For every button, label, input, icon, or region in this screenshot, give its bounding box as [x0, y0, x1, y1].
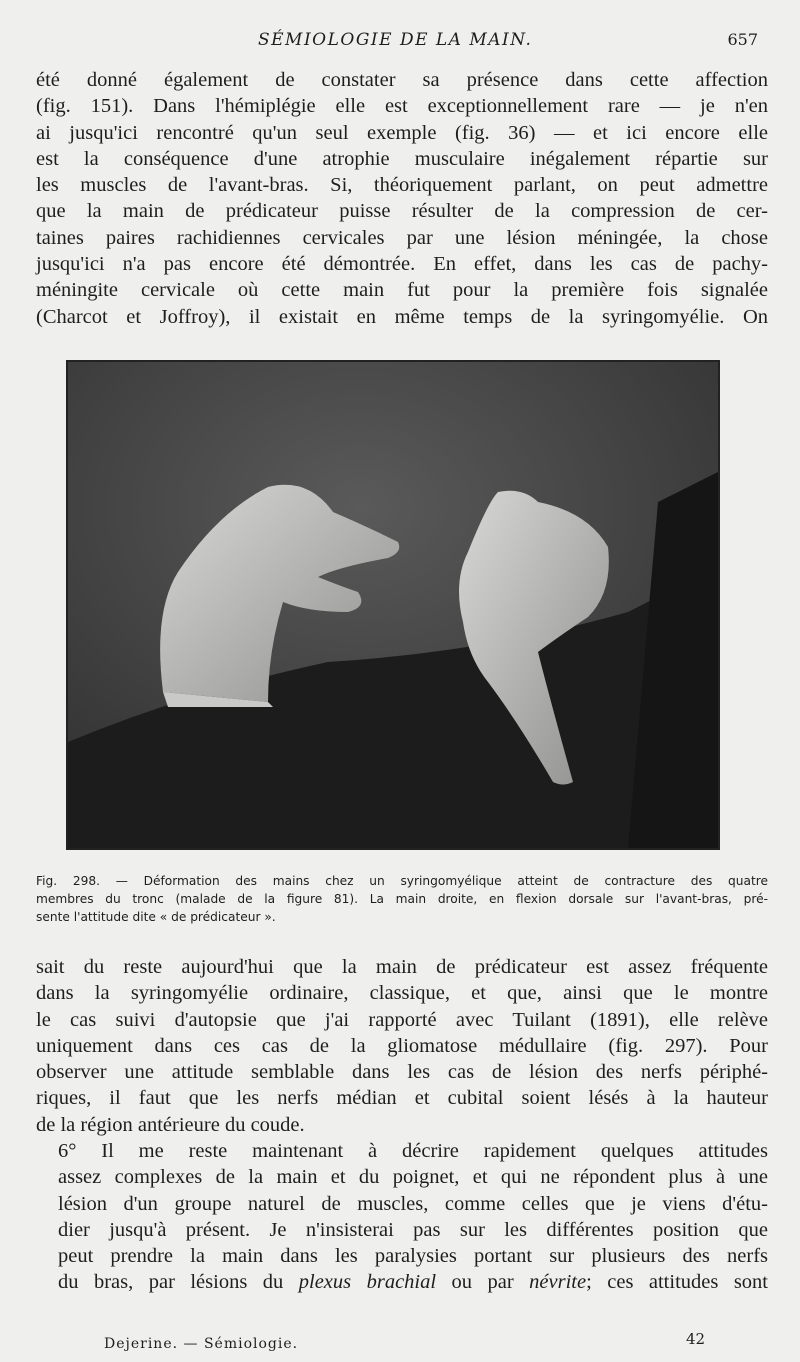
italic-term: névrite: [529, 1271, 587, 1294]
text-line: est la conséquence d'une atrophie musculaire inégalement répartie sur: [36, 147, 768, 170]
text-line: riques, il faut que les nerfs médian et cubital soient lésés à la hauteur: [36, 1087, 768, 1110]
text-line-mixed: [36, 1269, 768, 1295]
text-line: méningite cervicale où cette main fut pour la première fois signalée: [36, 279, 768, 302]
text-line: le cas suivi d'autopsie que j'ai rapporté avec Tuilant (1891), elle relève: [36, 1008, 768, 1031]
text-line: sait du reste aujourd'hui que la main de prédicateur est assez fréquente: [36, 956, 768, 978]
figure-photograph: [66, 360, 720, 850]
text-line: (fig. 151). Dans l'hémiplégie elle est exceptionnellement rare — je n'en: [36, 95, 768, 118]
caption-line: Fig. 298. — Déformation des mains chez un syringomyélique atteint de contracture des quatre: [36, 874, 768, 888]
text-line: (Charcot et Joffroy), il existait en même temps de la syringomyélie. On: [36, 305, 768, 328]
text-line: uniquement dans ces cas de la gliomatose médullaire (fig. 297). Pour: [36, 1034, 768, 1057]
text-line: dier jusqu'à présent. Je n'insisterai pas sur les différentes position que: [58, 1218, 768, 1241]
page-footer: [0, 1330, 800, 1358]
text-line: jusqu'ici n'a pas encore été démontrée. En effet, dans les cas de pachy-: [36, 253, 768, 276]
text-line: que la main de prédicateur puisse résulter de la compression de cer-: [36, 200, 768, 223]
hands-photo-illustration: [68, 362, 718, 848]
text-run: du bras, par lésions du: [58, 1271, 299, 1294]
text-line: observer une attitude semblable dans les cas de lésion des nerfs périphé-: [36, 1061, 768, 1084]
figure-caption: [36, 872, 768, 926]
text-line: 6° Il me reste maintenant à décrire rapidement quelques attitudes: [58, 1140, 768, 1162]
signature-mark: 42: [686, 1330, 706, 1348]
footer-author: Dejerine. — Sémiologie.: [104, 1336, 299, 1352]
text-run: ; ces attitudes sont: [586, 1271, 768, 1294]
paragraph-1: [36, 67, 768, 330]
text-run: ou par: [436, 1271, 530, 1294]
text-line: les muscles de l'avant-bras. Si, théoriquement parlant, on peut admettre: [36, 174, 768, 197]
text-line: lésion d'un groupe naturel de muscles, comme celles que je viens d'étu-: [58, 1192, 768, 1215]
italic-term: plexus brachial: [298, 1271, 437, 1294]
caption-line: membres du tronc (malade de la figure 81). La main droite, en flexion dorsale sur l'avant-bras, pré-: [36, 892, 768, 906]
text-line: ai jusqu'ici rencontré qu'un seul exemple (fig. 36) — et ici encore elle: [36, 121, 768, 144]
text-line: de la région antérieure du coude.: [36, 1113, 305, 1136]
running-title: SÉMIOLOGIE DE LA MAIN.: [258, 30, 533, 50]
text-line: assez complexes de la main et du poignet, et qui ne répondent plus à une: [58, 1166, 768, 1189]
paragraph-2: [36, 954, 768, 1138]
text-line: dans la syringomyélie ordinaire, classique, et que, ainsi que le montre: [36, 982, 768, 1005]
page-header: [0, 30, 800, 56]
page-number: 657: [727, 30, 758, 49]
text-line: peut prendre la main dans les paralysies portant sur plusieurs des nerfs: [58, 1245, 768, 1268]
paragraph-3: [36, 1138, 768, 1296]
text-line: taines paires rachidiennes cervicales par une lésion méningée, la chose: [36, 226, 768, 249]
caption-line: sente l'attitude dite « de prédicateur ».: [36, 910, 276, 924]
text-line: été donné également de constater sa présence dans cette affection: [36, 69, 768, 91]
